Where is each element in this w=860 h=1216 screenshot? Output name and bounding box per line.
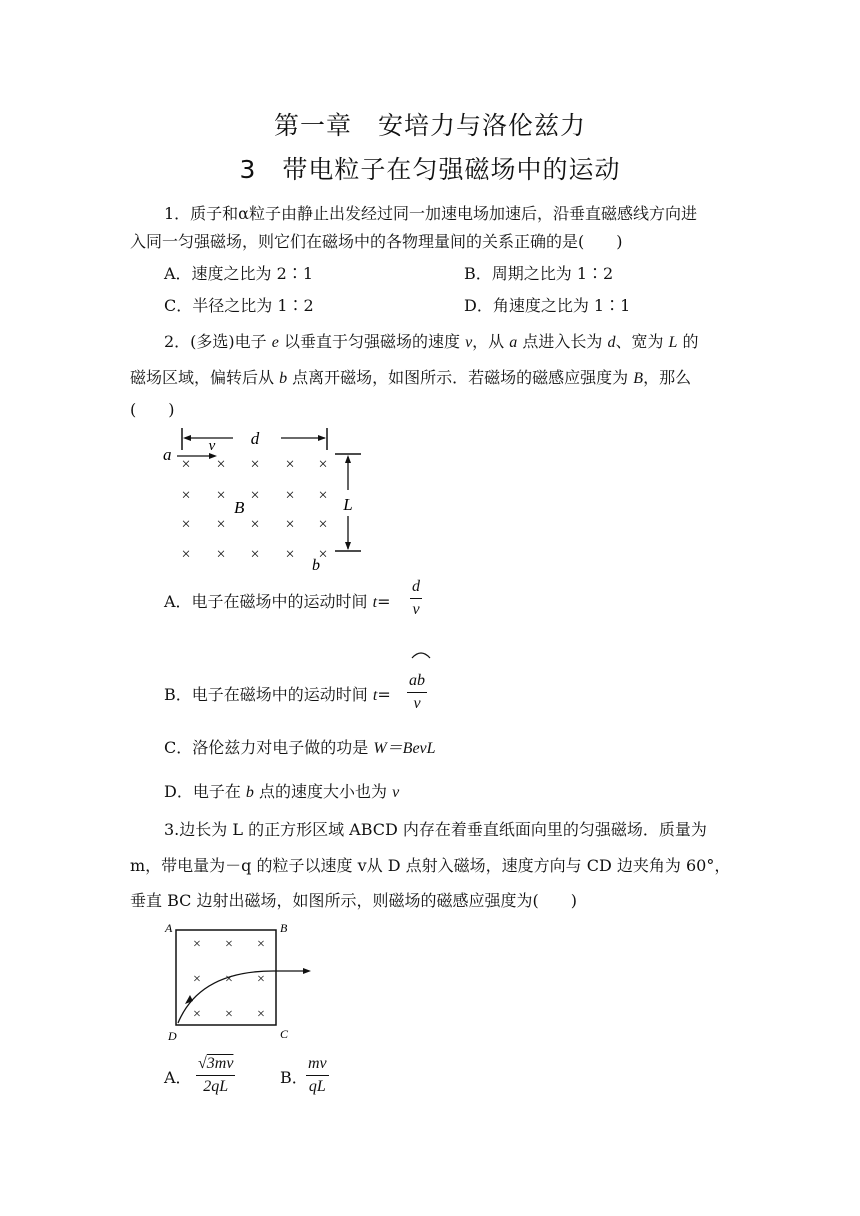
q2-optC-text: C．洛伦兹力对电子做的功是: [164, 738, 374, 757]
q2-optD-v: v: [392, 784, 400, 801]
q2-line-3: ( ): [130, 400, 175, 419]
q2-l2-text-a: 磁场区域，偏转后从: [130, 368, 280, 387]
q3-line-3: 垂直 BC 边射出磁场，如图所示，则磁场的磁感应强度为( ): [130, 891, 577, 910]
q3-optA-num-value: 3mv: [206, 1055, 234, 1072]
svg-text:×: ×: [250, 487, 260, 504]
svg-text:×: ×: [225, 1007, 233, 1022]
q3-fig-label-B: B: [280, 921, 288, 935]
svg-text:×: ×: [318, 456, 328, 473]
q2-optA-eq: =: [377, 592, 391, 611]
q2-l1-text-e: 、宽为: [615, 332, 669, 351]
q2-l1-text-a: 2．(多选)电子: [164, 332, 272, 351]
chapter-title: 第一章 安培力与洛伦兹力: [273, 111, 586, 140]
q2-option-a: [164, 592, 391, 613]
q2-optD-b: b: [245, 784, 254, 801]
q2-fig-label-v: v: [208, 438, 216, 454]
q2-line-1: [164, 332, 699, 353]
q2-fig-label-B: B: [234, 498, 245, 517]
q2-option-d: [164, 782, 399, 803]
svg-text:×: ×: [318, 546, 328, 563]
svg-text:×: ×: [257, 1007, 265, 1022]
svg-text:×: ×: [216, 456, 226, 473]
q2-optA-text: A．电子在磁场中的运动时间: [164, 592, 373, 611]
q3-optA-fraction: [196, 1055, 235, 1096]
q2-optB-t: t: [372, 687, 378, 704]
q2-optA-den: v: [412, 601, 420, 618]
q1-option-d: D．角速度之比为 1∶1: [464, 296, 631, 315]
svg-text:×: ×: [216, 546, 226, 563]
q3-optB-den: qL: [308, 1078, 326, 1095]
svg-text:×: ×: [318, 487, 328, 504]
svg-text:×: ×: [181, 456, 191, 473]
svg-text:×: ×: [285, 516, 295, 533]
q1-line-1: 1．质子和α粒子由静止出发经过同一加速电场加速后，沿垂直磁感线方向进: [164, 204, 697, 223]
q2-optD-text-c: 点的速度大小也为: [253, 782, 393, 801]
q2-optB-fraction: [407, 672, 427, 713]
svg-text:×: ×: [257, 972, 265, 987]
q2-symbol-d: d: [607, 334, 616, 351]
q2-symbol-B: B: [633, 370, 644, 387]
q2-option-b: [164, 685, 391, 706]
q3-optB-fraction: [306, 1055, 329, 1096]
q2-optD-text-a: D．电子在: [164, 782, 246, 801]
q3-fig-label-D: D: [168, 1029, 177, 1043]
q3-option-b-label: B．: [280, 1068, 308, 1087]
q2-l1-text-d: 点进入长为: [517, 332, 608, 351]
q2-optB-den: v: [413, 695, 421, 712]
q2-optA-num: d: [412, 578, 420, 595]
q2-l2-text-c: ，那么: [643, 368, 692, 387]
q3-line-1: 3.边长为 L 的正方形区域 ABCD 内存在着垂直纸面向里的匀强磁场．质量为: [164, 820, 707, 839]
q2-fig-label-d: d: [250, 429, 260, 448]
q2-symbol-L: L: [668, 334, 678, 351]
q3-optA-den: 2qL: [203, 1078, 229, 1095]
q2-optC-formula: W＝BevL: [373, 740, 436, 757]
svg-text:×: ×: [216, 487, 226, 504]
q2-symbol-v: v: [465, 334, 473, 351]
svg-text:×: ×: [225, 937, 233, 952]
q2-option-c: [164, 738, 436, 759]
q2-optA-fraction: [410, 578, 422, 619]
q2-l1-text-b: 以垂直于匀强磁场的速度: [278, 332, 466, 351]
svg-text:×: ×: [257, 937, 265, 952]
q1-line-2: 入同一匀强磁场，则它们在磁场中的各物理量间的关系正确的是( ): [130, 232, 623, 251]
q3-optB-num: mv: [308, 1055, 327, 1072]
svg-text:×: ×: [216, 516, 226, 533]
q2-symbol-a: a: [509, 334, 518, 351]
q1-option-b: B．周期之比为 1∶2: [464, 264, 614, 283]
q2-symbol-e: e: [271, 334, 279, 351]
q3-fig-label-C: C: [280, 1027, 289, 1041]
q2-l2-text-b: 点离开磁场，如图所示．若磁场的磁感应强度为: [287, 368, 634, 387]
q2-fig-label-b: b: [312, 557, 320, 574]
q2-fig-label-a: a: [163, 445, 172, 464]
section-title: 3 带电粒子在匀强磁场中的运动: [239, 155, 621, 184]
q2-line-2: [130, 368, 691, 389]
q2-l1-text-f: 的: [677, 332, 699, 351]
svg-text:×: ×: [285, 546, 295, 563]
q3-fig-label-A: A: [165, 921, 173, 935]
q2-optB-eq: =: [377, 685, 391, 704]
arc-symbol: [410, 650, 432, 660]
fraction-bar: [410, 598, 422, 599]
svg-text:×: ×: [181, 516, 191, 533]
q2-optA-t: t: [372, 594, 378, 611]
svg-text:×: ×: [181, 487, 191, 504]
q1-option-a: A．速度之比为 2∶1: [164, 264, 314, 283]
svg-text:×: ×: [225, 972, 233, 987]
q2-l1-text-c: ，从: [472, 332, 510, 351]
fraction-bar: [407, 692, 427, 693]
svg-text:×: ×: [181, 546, 191, 563]
q3-line-2: m，带电量为－q 的粒子以速度 v从 D 点射入磁场，速度方向与 CD 边夹角为 60°，: [130, 856, 731, 875]
svg-text:×: ×: [250, 456, 260, 473]
svg-text:×: ×: [193, 1007, 201, 1022]
svg-text:×: ×: [318, 516, 328, 533]
q3-square-field-figure: [160, 920, 330, 1050]
q3-field-crosses: [193, 937, 265, 1022]
svg-text:×: ×: [193, 972, 201, 987]
svg-text:×: ×: [193, 937, 201, 952]
q1-option-c: C．半径之比为 1∶2: [164, 296, 314, 315]
svg-text:×: ×: [285, 487, 295, 504]
q2-magnetic-field-figure: [155, 420, 375, 580]
svg-text:×: ×: [250, 516, 260, 533]
svg-text:×: ×: [285, 456, 295, 473]
svg-text:×: ×: [250, 546, 260, 563]
q2-fig-label-L: L: [343, 495, 353, 514]
q2-optB-text: B．电子在磁场中的运动时间: [164, 685, 373, 704]
fraction-bar: [306, 1075, 329, 1076]
fraction-bar: [196, 1075, 235, 1076]
q2-optB-num: ab: [409, 672, 425, 689]
q3-option-a-label: A．: [164, 1068, 192, 1087]
q2-symbol-b: b: [279, 370, 288, 387]
q3-optA-num: √3mv: [198, 1055, 234, 1072]
field-crosses: [181, 456, 327, 563]
